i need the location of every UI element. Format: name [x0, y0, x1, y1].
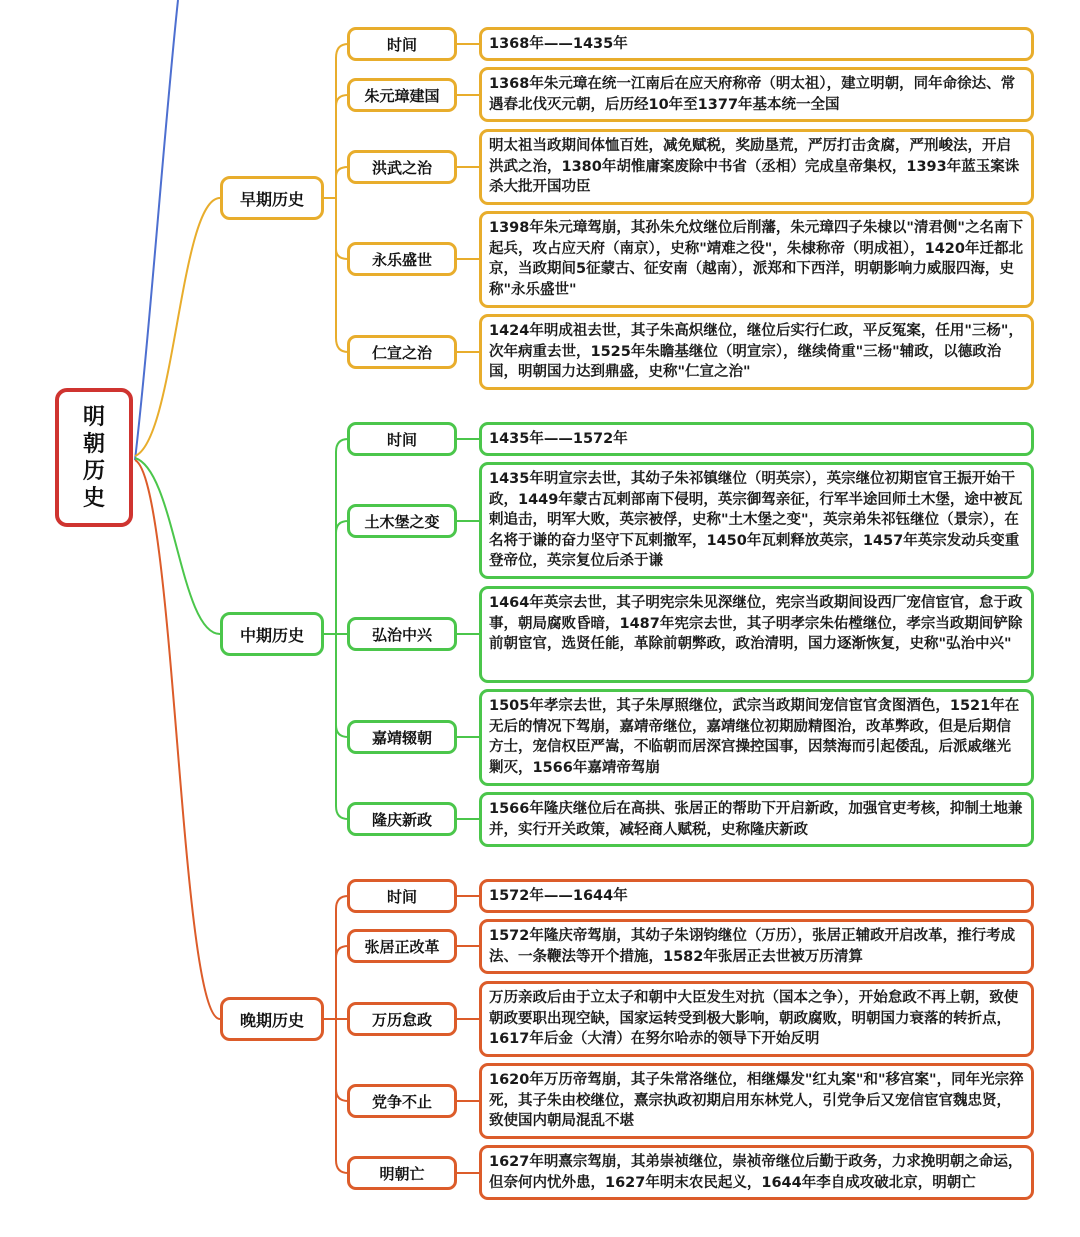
detail-renxuan: [479, 314, 1034, 390]
category-label: 中期历史: [239, 625, 304, 645]
node-label: 党争不止: [371, 1092, 432, 1111]
root-title: 明朝历史: [82, 404, 105, 511]
category-middle[interactable]: [220, 612, 324, 656]
detail-text: 1464年英宗去世，其子明宪宗朱见深继位，宪宗当政期间设西厂宠信宦官，怠于政事，朝局腐败昏暗，1487年宪宗去世，其子明孝宗朱佑樘继位，孝宗当政期间铲除前朝宦官，选贤任能，革除前朝弊政，政治清明，国力逐渐恢复，史称"弘治中兴": [489, 595, 1023, 653]
node-ming-fall[interactable]: [347, 1156, 457, 1190]
node-zhu-yuanzhang[interactable]: [347, 78, 457, 112]
detail-text: 1368年——1435年: [489, 35, 628, 52]
detail-longqing: [479, 792, 1034, 847]
detail-hongzhi: [479, 586, 1034, 683]
node-longqing[interactable]: [347, 802, 457, 836]
detail-middle-time: [479, 422, 1034, 456]
node-middle-time[interactable]: [347, 422, 457, 456]
detail-text: 1572年隆庆帝驾崩，其幼子朱诩钧继位（万历），张居正辅政开启改革，推行考成法、一条鞭法等开个措施，1582年张居正去世被万历清算: [489, 928, 1016, 965]
node-late-time[interactable]: [347, 879, 457, 913]
detail-tumubao: [479, 462, 1034, 579]
detail-late-time: [479, 879, 1034, 913]
detail-text: 1572年——1644年: [489, 887, 628, 904]
detail-wanli: [479, 981, 1034, 1057]
node-label: 隆庆新政: [371, 810, 432, 829]
detail-text: 万历亲政后由于立太子和朝中大臣发生对抗（国本之争），开始怠政不再上朝，致使朝政要职出现空缺，国家运转受到极大影响，朝政腐败，明朝国力衰落的转折点，1617年后金（大清）在努尔哈赤的领导下开始反明: [489, 990, 1019, 1048]
node-label: 时间: [386, 887, 417, 906]
node-label: 弘治中兴: [371, 625, 432, 644]
node-label: 洪武之治: [371, 158, 432, 177]
detail-dangzheng: [479, 1063, 1034, 1139]
connector-top: [135, 0, 178, 460]
node-label: 嘉靖辍朝: [371, 728, 432, 747]
connector-root-late: [135, 460, 220, 1019]
node-wanli[interactable]: [347, 1002, 457, 1036]
node-label: 土木堡之变: [364, 512, 440, 531]
detail-text: 1368年朱元璋在统一江南后在应天府称帝（明太祖），建立明朝，同年命徐达、常遇春北伐灭元朝，后历经10年至1377年基本统一全国: [489, 76, 1016, 113]
detail-text: 1398年朱元璋驾崩，其孙朱允炆继位后削藩，朱元璋四子朱棣以"清君侧"之名南下起兵，攻占应天府（南京），史称"靖难之役"，朱棣称帝（明成祖），1420年迁都北京，当政期间5征蒙古、征安南（越南），派郑和下西洋，明朝影响力威服四海，史称"永乐盛世": [489, 220, 1023, 298]
detail-text: 1505年孝宗去世，其子朱厚照继位，武宗当政期间宠信宦官贪图酒色，1521年在无后的情况下驾崩，嘉靖帝继位，嘉靖继位初期励精图治，改革弊政，但是后期信方士，宠信权臣严嵩，不临朝而居深宫操控国事，因禁海而引起倭乱，后派戚继光剿灭，1566年嘉靖帝驾崩: [489, 698, 1020, 776]
node-hongwu[interactable]: [347, 150, 457, 184]
node-renxuan[interactable]: [347, 335, 457, 369]
node-label: 时间: [386, 430, 417, 449]
node-label: 仁宣之治: [371, 343, 432, 362]
node-label: 明朝亡: [379, 1164, 425, 1183]
category-early[interactable]: [220, 176, 324, 220]
node-label: 朱元璋建国: [364, 86, 440, 105]
detail-text: 1566年隆庆继位后在高拱、张居正的帮助下开启新政，加强官吏考核，抑制土地兼并，实行开关政策，减轻商人赋税，史称隆庆新政: [489, 801, 1023, 838]
category-late[interactable]: [220, 997, 324, 1041]
category-label: 晚期历史: [239, 1010, 304, 1030]
detail-text: 1424年明成祖去世，其子朱高炽继位，继位后实行仁政，平反冤案，任用"三杨"，次年病重去世，1525年朱瞻基继位（明宣宗），继续倚重"三杨"辅政，以德政治国，明朝国力达到鼎盛，史称"仁宣之治": [489, 323, 1023, 381]
node-early-time[interactable]: [347, 27, 457, 61]
category-label: 早期历史: [239, 189, 304, 209]
detail-text: 1620年万历帝驾崩，其子朱常洛继位，相继爆发"红丸案"和"移宫案"，同年光宗猝死，其子朱由校继位，熹宗执政初期启用东林党人，引党争后又宠信宦官魏忠贤，致使国内朝局混乱不堪: [489, 1072, 1024, 1130]
detail-early-time: [479, 27, 1034, 61]
detail-jiajing: [479, 689, 1034, 786]
detail-ming-fall: [479, 1145, 1034, 1200]
node-dangzheng[interactable]: [347, 1084, 457, 1118]
node-label: 永乐盛世: [371, 250, 432, 269]
node-tumubao[interactable]: [347, 504, 457, 538]
detail-text: 1627年明熹宗驾崩，其弟崇祯继位，崇祯帝继位后勤于政务，力求挽明朝之命运，但奈何内忧外患，1627年明末农民起义，1644年李自成攻破北京，明朝亡: [489, 1154, 1023, 1191]
detail-zhang-juzheng: [479, 919, 1034, 974]
node-label: 万历怠政: [371, 1010, 432, 1029]
detail-yongle: [479, 211, 1034, 308]
detail-zhu-yuanzhang: [479, 67, 1034, 122]
node-label: 张居正改革: [364, 937, 440, 956]
node-zhang-juzheng[interactable]: [347, 929, 457, 963]
node-hongzhi[interactable]: [347, 617, 457, 651]
detail-text: 明太祖当政期间体恤百姓，减免赋税，奖励垦荒，严厉打击贪腐，严刑峻法，开启洪武之治，1380年胡惟庸案废除中书省（丞相）完成皇帝集权，1393年蓝玉案诛杀大批开国功臣: [489, 138, 1020, 196]
node-yongle[interactable]: [347, 242, 457, 276]
detail-hongwu: [479, 129, 1034, 205]
detail-text: 1435年明宣宗去世，其幼子朱祁镇继位（明英宗），英宗继位初期宦官王振开始干政，1449年蒙古瓦剌部南下侵明，英宗御驾亲征，行军半途回师土木堡，途中被瓦剌追击，明军大败，英宗被俘，史称"土木堡之变"，英宗弟朱祁钰继位（景宗），在名将于谦的奋力坚守下瓦剌撤军，1450年瓦剌释放英宗，1457年英宗发动兵变重登帝位，英宗复位后杀于谦: [489, 471, 1023, 570]
node-jiajing[interactable]: [347, 720, 457, 754]
detail-text: 1435年——1572年: [489, 430, 628, 447]
root-node[interactable]: [55, 388, 133, 527]
node-label: 时间: [386, 35, 417, 54]
